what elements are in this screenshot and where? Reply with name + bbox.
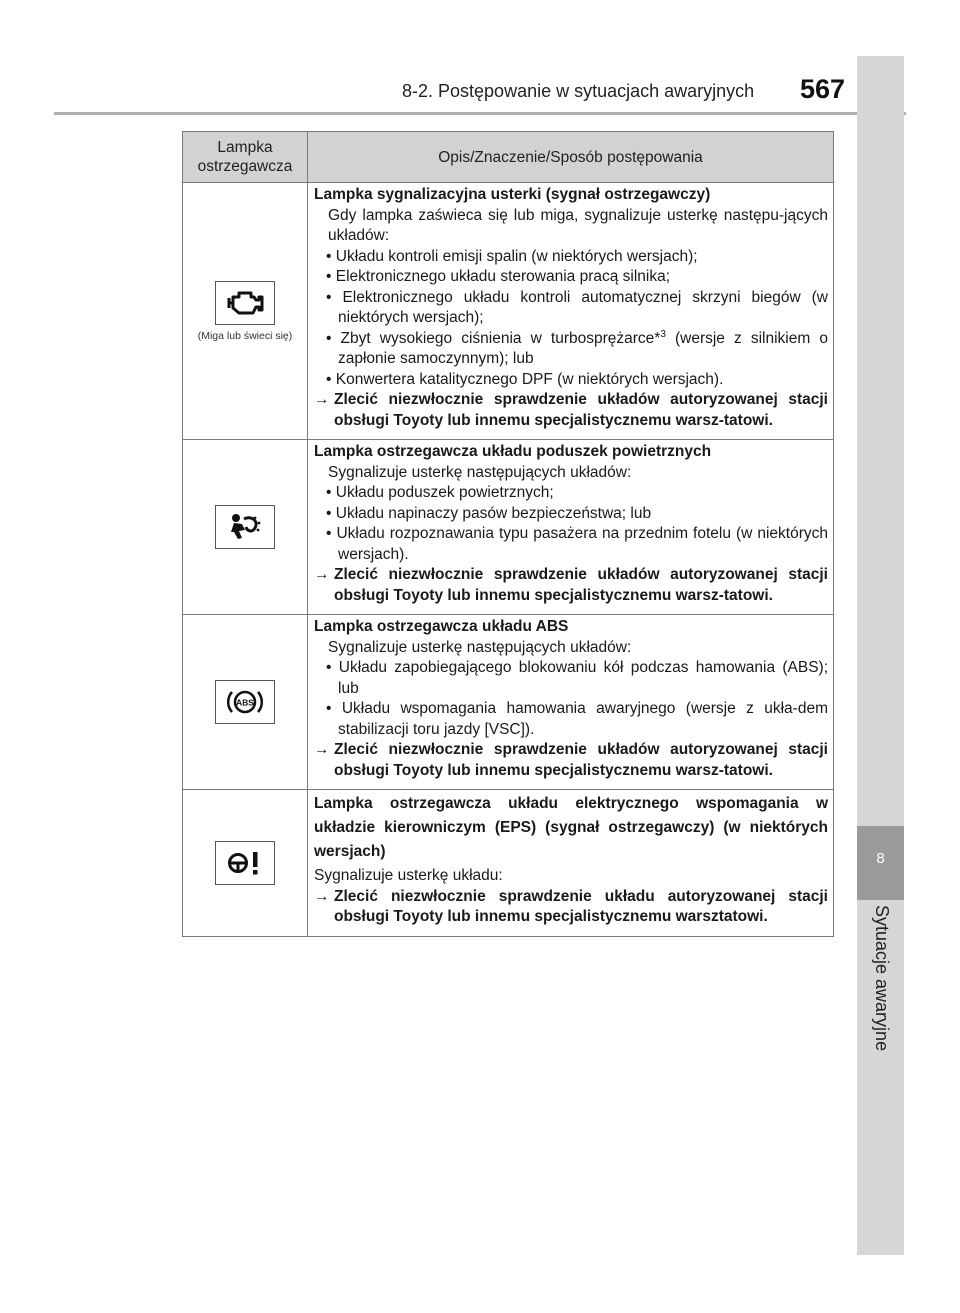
table-row (183, 183, 834, 440)
action-text: Zlecić niezwłocznie sprawdzenie układów autoryzowanej stacji obsługi Toyoty lub innemu specjalistycznemu warsz-tatowi. (334, 566, 828, 604)
bullet-text: Konwertera katalitycznego DPF (w niektórych wersjach). (335, 370, 724, 388)
footnote-ref: 3 (660, 328, 666, 340)
bullet-mark: • (326, 484, 332, 501)
bullet-text: Układu rozpoznawania typu pasażera na przednim fotelu (w niektórych wersjach). (336, 525, 828, 563)
row-title: Lampka sygnalizacyjna usterki (sygnał ostrzegawczy) (314, 186, 711, 203)
chapter-number: 8 (876, 850, 885, 867)
column-header-lamp (183, 132, 308, 183)
arrow-icon: → (314, 887, 330, 905)
action-instruction (314, 740, 828, 781)
bullet-mark: • (326, 700, 332, 717)
row-intro: Sygnalizuje usterkę układu: (314, 867, 503, 884)
list-item (314, 504, 828, 525)
bullet-text: Układu wspomagania hamowania awaryjnego (wersje z ukła-dem stabilizacji toru jazdy [VSC]). (338, 700, 828, 738)
list-item (314, 699, 828, 740)
table-row (183, 790, 834, 937)
lamp-cell (183, 790, 308, 937)
running-header: 8-2. Postępowanie w sytuacjach awaryjnych (402, 81, 755, 101)
table-row (183, 440, 834, 615)
airbag-icon (215, 505, 275, 549)
abs-icon-label: ABS (236, 697, 254, 708)
row-intro: Sygnalizuje usterkę następujących układów: (328, 638, 632, 656)
bullet-text: Elektronicznego układu kontroli automatycznej skrzyni biegów (w niektórych wersjach); (338, 288, 828, 326)
bullet-mark: • (326, 268, 332, 285)
description-cell (308, 615, 834, 790)
action-text: Zlecić niezwłocznie sprawdzenie układów autoryzowanej stacji obsługi Toyoty lub innemu specjalistycznemu warsz-tatowi. (334, 741, 828, 779)
action-text: Zlecić niezwłocznie sprawdzenie układów autoryzowanej stacji obsługi Toyoty lub innemu specjalistycznemu warsz-tatowi. (334, 391, 828, 429)
warning-lamp-table (182, 131, 834, 937)
bullet-mark: • (326, 659, 332, 676)
list-item (314, 288, 828, 329)
lamp-cell (183, 440, 308, 615)
column-header-lamp-line1: Lampka (217, 139, 273, 156)
bullet-mark: • (326, 370, 332, 388)
engine-check-icon (215, 281, 275, 325)
bullet-mark: • (326, 288, 332, 306)
list-item (314, 247, 828, 268)
lamp-cell (183, 183, 308, 440)
column-header-description: Opis/Znaczenie/Sposób postępowania (308, 132, 834, 183)
action-instruction (314, 565, 828, 606)
list-item (314, 267, 828, 288)
bullet-text: Zbyt wysokiego ciśnienia w turbosprężarce* (340, 329, 661, 347)
arrow-icon: → (314, 741, 330, 758)
list-item (314, 483, 828, 504)
row-title: Lampka ostrzegawcza układu ABS (314, 618, 569, 635)
list-item (314, 524, 828, 565)
list-item (314, 370, 828, 391)
bullet-mark: • (326, 247, 332, 265)
bullet-mark: • (326, 329, 332, 347)
bullet-text: Układu kontroli emisji spalin (w niektórych wersjach); (335, 247, 698, 265)
eps-steering-warning-icon (215, 841, 275, 885)
bullet-mark: • (326, 504, 332, 522)
action-instruction (314, 887, 828, 928)
bullet-mark: • (326, 525, 332, 542)
arrow-icon: → (314, 566, 330, 583)
list-item (314, 658, 828, 699)
description-cell (308, 440, 834, 615)
row-intro: Sygnalizuje usterkę następujących układów: (328, 463, 632, 481)
arrow-icon: → (314, 391, 330, 408)
side-label-wrap (862, 905, 900, 1090)
header-rule (54, 112, 906, 115)
row-title: Lampka ostrzegawcza układu elektrycznego wspomagania w układzie kierowniczym (EPS) (sygnał ostrzegawczy) (w niektórych wersjach) (314, 795, 828, 860)
table-row (183, 615, 834, 790)
list-item (314, 329, 828, 370)
bullet-text: Elektronicznego układu sterowania pracą silnika; (335, 268, 671, 285)
description-cell (308, 790, 834, 937)
chapter-side-label: Sytuacje awaryjne (872, 905, 892, 1052)
row-intro: Gdy lampka zaświeca się lub miga, sygnalizuje usterkę następu-jących układów: (328, 206, 828, 244)
description-cell (308, 183, 834, 440)
page-number: 567 (800, 74, 846, 104)
bullet-text-rest: (wersje z silnikiem o zapłonie samoczynnym); lub (338, 329, 828, 367)
side-tab-upper (857, 56, 904, 826)
abs-icon (215, 680, 275, 724)
bullet-text: Układu poduszek powietrznych; (335, 484, 554, 501)
action-instruction (314, 390, 828, 431)
action-text: Zlecić niezwłocznie sprawdzenie układu autoryzowanej stacji obsługi Toyoty lub innemu specjalistycznemu warsztatowi. (334, 887, 828, 925)
lamp-note: (Miga lub świeci się) (197, 329, 293, 342)
column-header-lamp-line2: ostrzegawcza (197, 158, 293, 175)
bullet-text: Układu zapobiegającego blokowaniu kół podczas hamowania (ABS); lub (338, 659, 829, 697)
bullet-text: Układu napinaczy pasów bezpieczeństwa; lub (335, 504, 652, 522)
lamp-cell (183, 615, 308, 790)
row-title: Lampka ostrzegawcza układu poduszek powietrznych (314, 443, 712, 460)
table-header-row (183, 132, 834, 183)
